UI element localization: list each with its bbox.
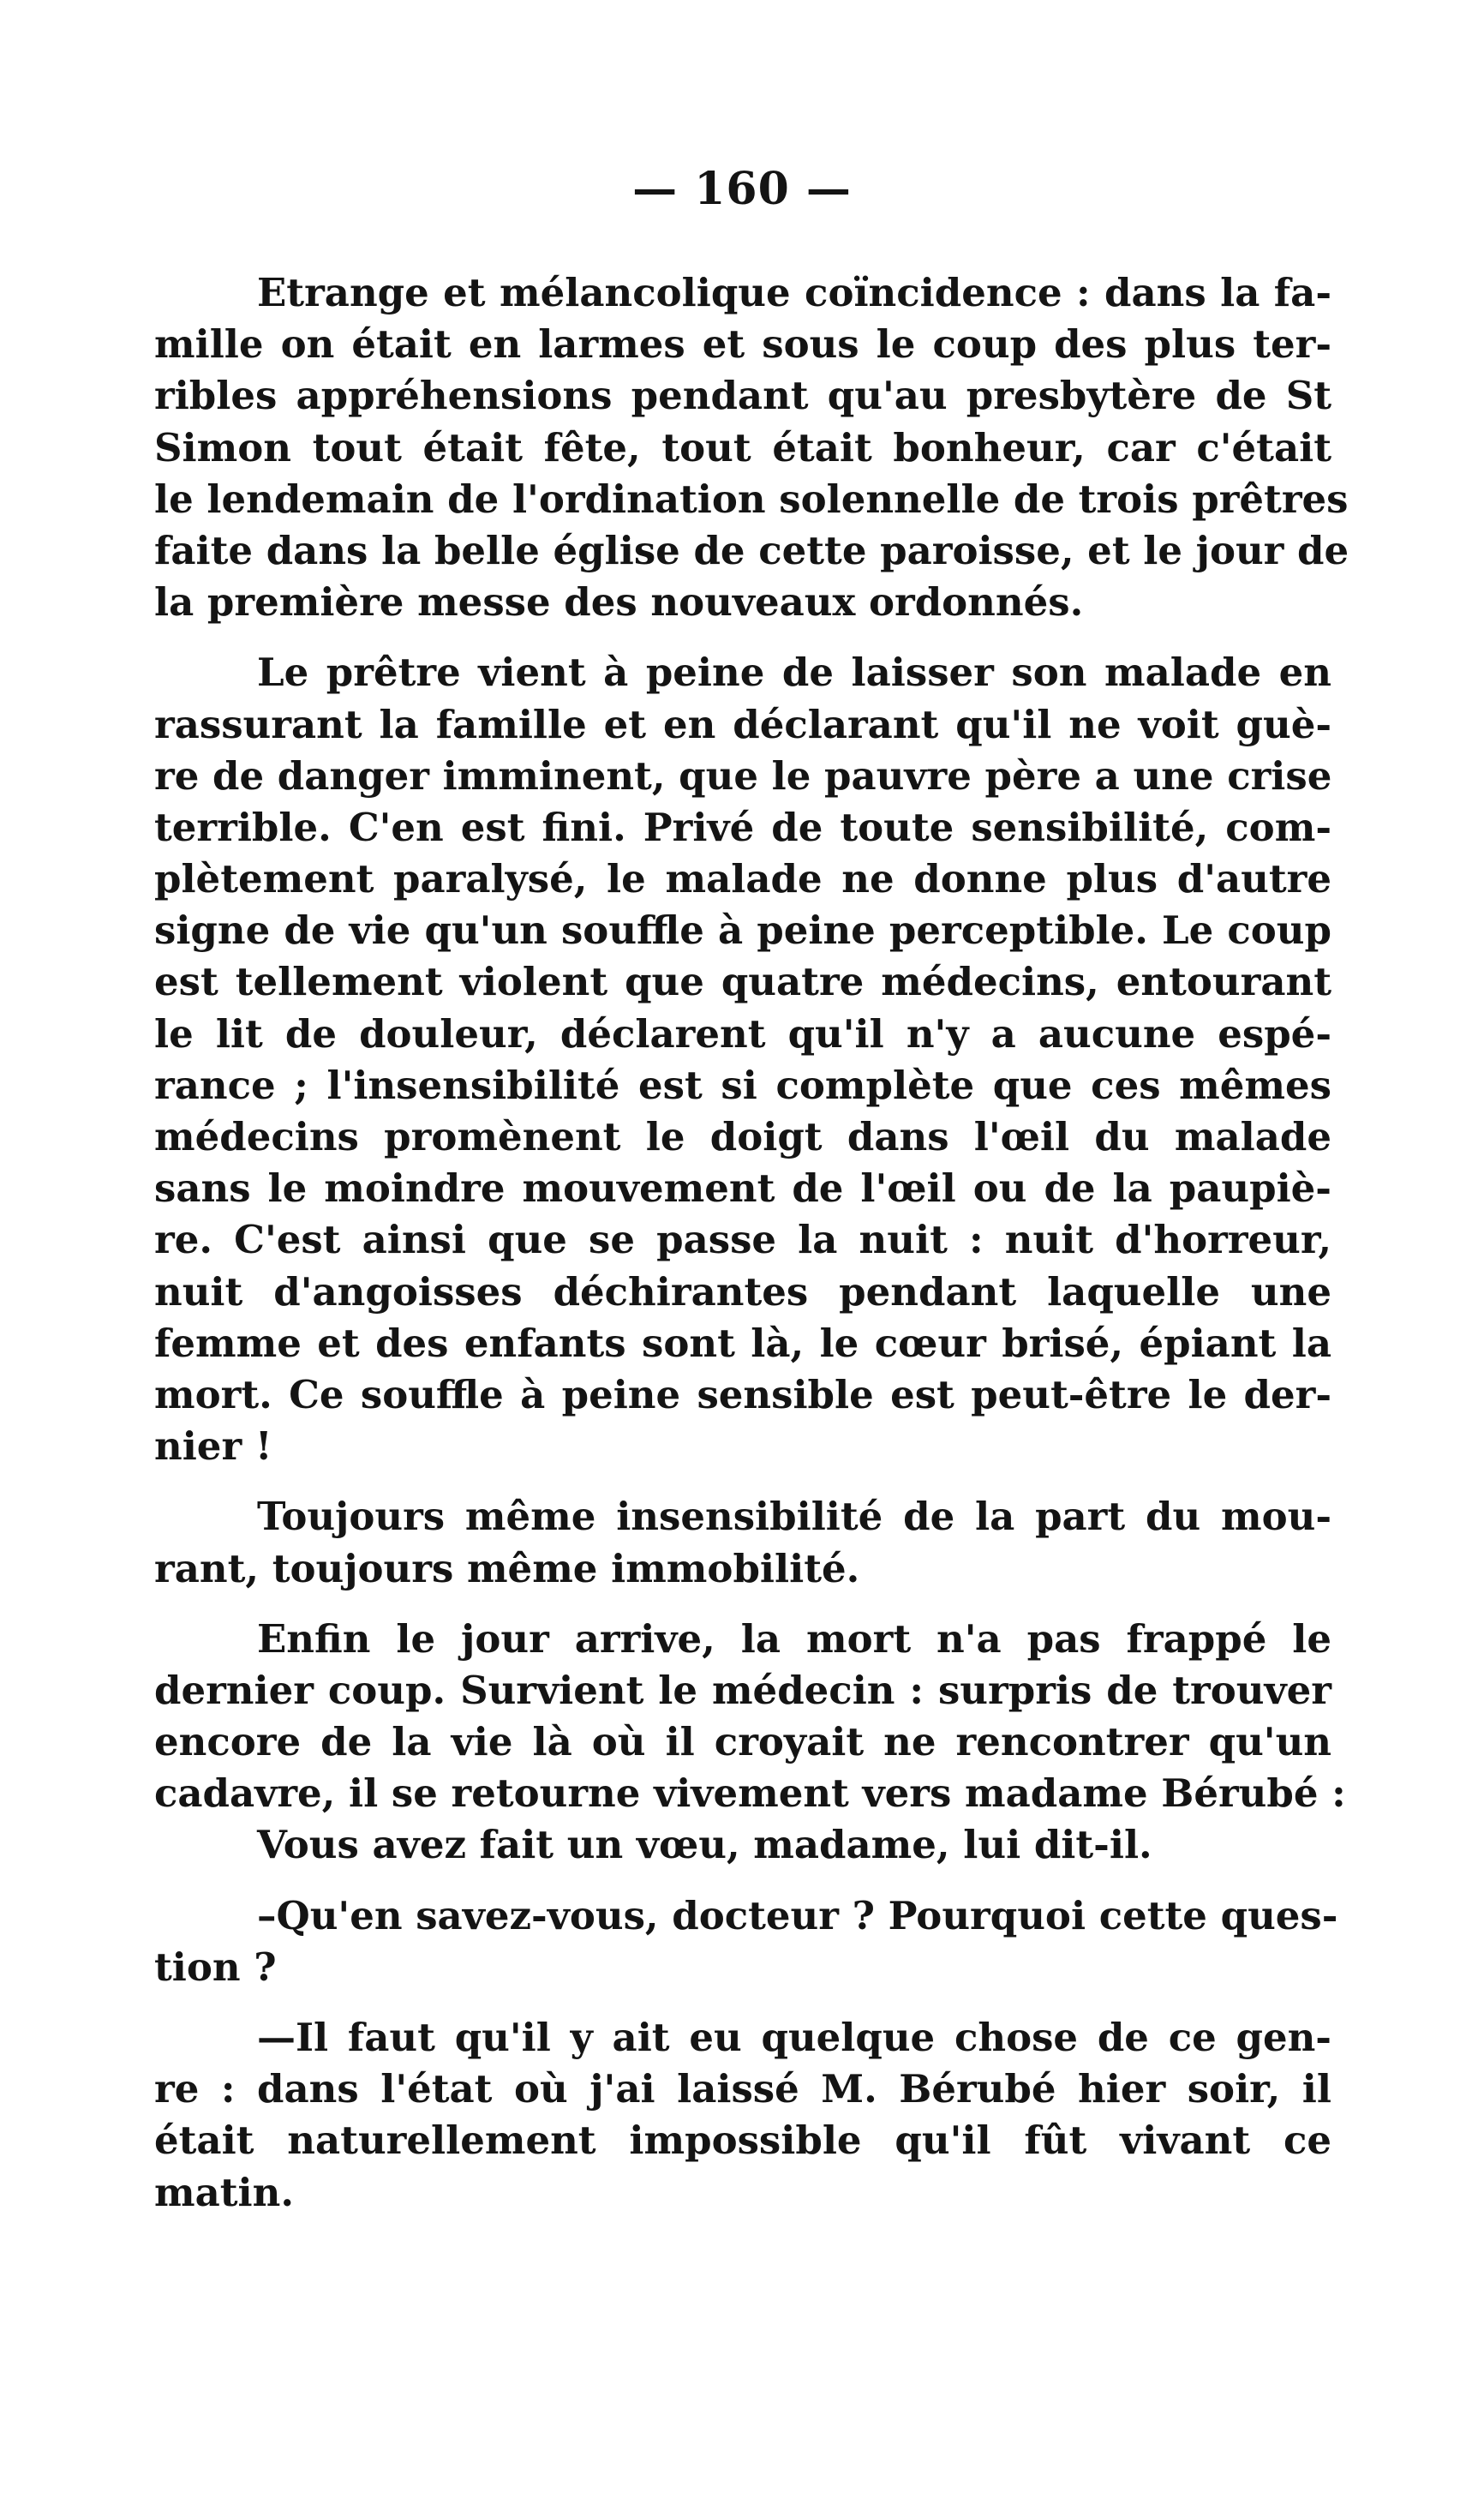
paragraph <box>154 1614 1346 1820</box>
text-line: rant, toujours même immobilité. <box>154 1545 860 1591</box>
page-number: — 160 — <box>632 163 852 215</box>
text-line: était naturellement impossible qu'il fût vivant ce <box>154 2118 1331 2164</box>
text-line: –Qu'en savez-vous, docteur ? Pourquoi cette ques- <box>257 1892 1338 1938</box>
text-line: est tellement violent que quatre médecins, entourant <box>154 959 1331 1005</box>
paragraph <box>154 647 1331 1472</box>
text-line: plètement paralysé, le malade ne donne plus d'autre <box>154 856 1331 902</box>
text-line: terrible. C'en est fini. Privé de toute sensibilité, com- <box>154 804 1331 850</box>
text-line: sans le moindre mouvement de l'œil ou de la paupiè- <box>154 1165 1331 1212</box>
text-line: Simon tout était fête, tout était bonheur, car c'était <box>154 424 1331 470</box>
text-line: —Il faut qu'il y ait eu quelque chose de ce gen- <box>257 2015 1331 2060</box>
text-line: re : dans l'état où j'ai laissé M. Bérubé hier soir, il <box>154 2066 1331 2112</box>
text-line: Vous avez fait un vœu, madame, lui dit-il. <box>257 1822 1152 1868</box>
text-line: mort. Ce souffle à peine sensible est peut-être le der- <box>154 1371 1331 1417</box>
text-line: rassurant la famille et en déclarant qu'il ne voit guè- <box>154 701 1331 747</box>
paragraph <box>154 1819 1331 1871</box>
text-line: encore de la vie là où il croyait ne rencontrer qu'un <box>154 1719 1331 1765</box>
text-line: la première messe des nouveaux ordonnés. <box>154 579 1084 626</box>
text-line: dernier coup. Survient le médecin : surpris de trouver <box>154 1667 1331 1713</box>
text-line: mille on était en larmes et sous le coup des plus ter- <box>154 321 1331 368</box>
paragraph <box>154 2012 1331 2219</box>
paragraph <box>154 267 1349 628</box>
text-line: médecins promènent le doigt dans l'œil du malade <box>154 1114 1331 1159</box>
body-text <box>154 267 1349 2219</box>
text-line: cadavre, il se retourne vivement vers madame Bérubé : <box>154 1770 1346 1817</box>
text-line: Toujours même insensibilité de la part du mou- <box>257 1494 1331 1540</box>
text-line: nier ! <box>154 1423 272 1470</box>
text-line: Le prêtre vient à peine de laisser son malade en <box>257 650 1331 696</box>
text-line: le lendemain de l'ordination solennelle de trois prêtres <box>154 476 1349 522</box>
text-line: ribles appréhensions pendant qu'au presbytère de St <box>154 373 1331 419</box>
text-line: nuit d'angoisses déchirantes pendant laquelle une <box>154 1268 1331 1315</box>
text-line: re. C'est ainsi que se passe la nuit : nuit d'horreur, <box>154 1217 1331 1263</box>
text-line: re de danger imminent, que le pauvre père a une crise <box>154 752 1332 799</box>
paragraph <box>154 1491 1331 1594</box>
text-line: tion ? <box>154 1944 277 1990</box>
text-line: Etrange et mélancolique coïncidence : dans la fa- <box>257 270 1331 315</box>
text-line: rance ; l'insensibilité est si complète que ces mêmes <box>154 1062 1331 1108</box>
paragraph <box>154 1890 1338 1993</box>
text-line: faite dans la belle église de cette paroisse, et le jour de <box>154 527 1349 573</box>
text-line: Enfin le jour arrive, la mort n'a pas frappé le <box>257 1615 1331 1662</box>
text-line: femme et des enfants sont là, le cœur brisé, épiant la <box>154 1320 1331 1366</box>
text-line: signe de vie qu'un souffle à peine perceptible. Le coup <box>154 908 1331 954</box>
text-line: le lit de douleur, déclarent qu'il n'y a aucune espé- <box>154 1010 1331 1057</box>
text-line: matin. <box>154 2169 295 2215</box>
